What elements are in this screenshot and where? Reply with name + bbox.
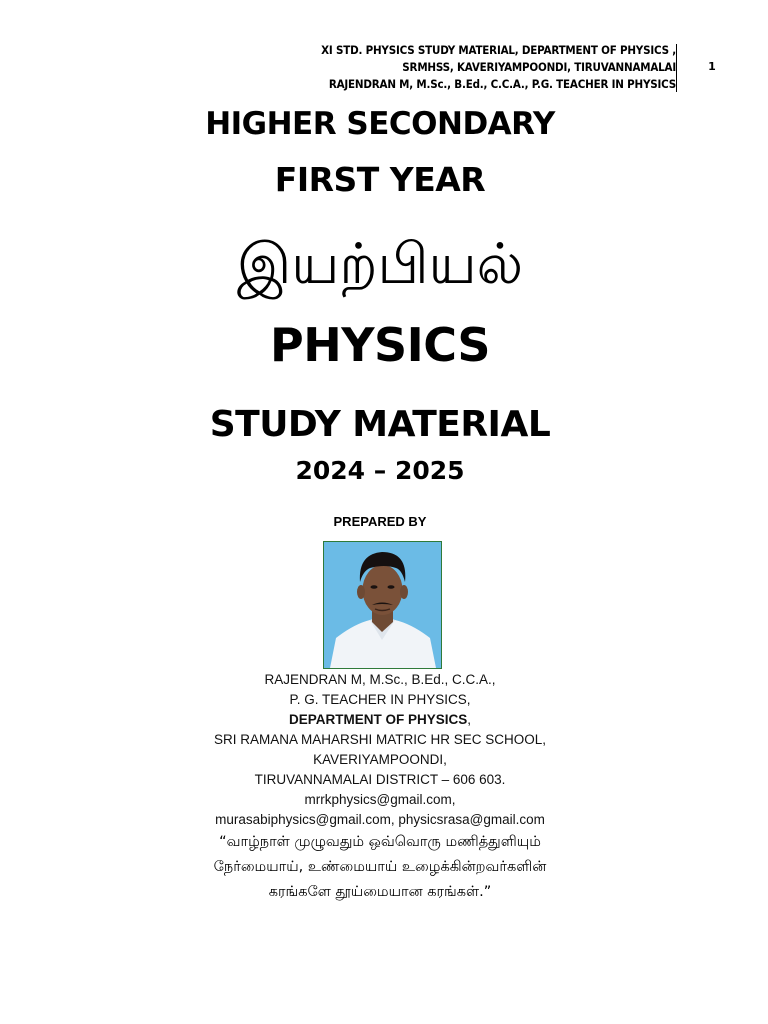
author-details bbox=[0, 670, 760, 830]
author-school: SRI RAMANA MAHARSHI MATRIC HR SEC SCHOOL, bbox=[213, 732, 547, 747]
author-department-suffix: , bbox=[467, 712, 472, 727]
header-line-3: RAJENDRAN M, M.Sc., B.Ed., C.C.A., P.G. TEACHER IN PHYSICS bbox=[328, 77, 676, 91]
author-department: DEPARTMENT OF PHYSICS bbox=[288, 712, 468, 727]
header-line-2: SRMHSS, KAVERIYAMPOONDI, TIRUVANNAMALAI bbox=[402, 60, 676, 74]
author-email-2: murasabiphysics@gmail.com, physicsrasa@gmail.com bbox=[215, 812, 545, 827]
header-line-1: XI STD. PHYSICS STUDY MATERIAL, DEPARTMENT OF PHYSICS , bbox=[321, 43, 676, 57]
author-photo bbox=[323, 541, 442, 669]
academic-year: 2024 – 2025 bbox=[295, 456, 465, 485]
author-district: TIRUVANNAMALAI DISTRICT – 606 603. bbox=[254, 772, 506, 787]
title-physics: PHYSICS bbox=[269, 318, 490, 372]
author-email-1: mrrkphysics@gmail.com, bbox=[304, 792, 456, 807]
title-tamil-physics: இயற்பியல் bbox=[236, 232, 524, 297]
running-header bbox=[256, 42, 676, 93]
title-higher-secondary: HIGHER SECONDARY bbox=[205, 106, 555, 142]
quote-line-3: கரங்களே தூய்மையான கரங்கள்.” bbox=[268, 884, 492, 900]
title-study-material: STUDY MATERIAL bbox=[209, 404, 551, 445]
prepared-by-label: PREPARED BY bbox=[333, 514, 427, 529]
author-portrait-image bbox=[324, 542, 441, 668]
author-place: KAVERIYAMPOONDI, bbox=[313, 752, 447, 767]
author-department-line bbox=[0, 710, 760, 730]
title-first-year: FIRST YEAR bbox=[274, 160, 486, 199]
quote-line-1: “வாழ்நாள் முழுவதும் ஒவ்வொரு மணித்துளியும் bbox=[219, 834, 541, 850]
author-name: RAJENDRAN M, M.Sc., B.Ed., C.C.A., bbox=[264, 672, 496, 687]
page-number: 1 bbox=[708, 60, 716, 73]
author-designation: P. G. TEACHER IN PHYSICS, bbox=[289, 692, 471, 707]
header-divider bbox=[676, 44, 677, 92]
quote-line-2: நேர்மையாய், உண்மையாய் உழைக்கின்றவர்களின் bbox=[213, 859, 547, 875]
tamil-quote bbox=[0, 830, 760, 905]
